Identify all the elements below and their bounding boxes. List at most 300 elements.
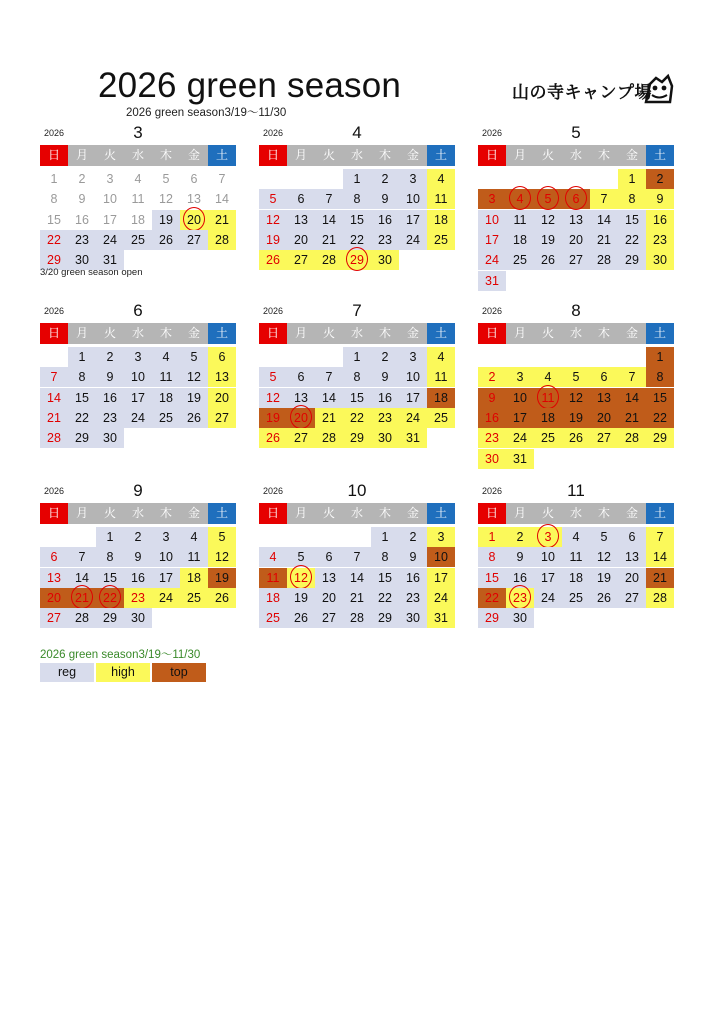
day-cell: 2 xyxy=(399,527,427,547)
day-cell: 20 xyxy=(562,230,590,250)
day-cell: 28 xyxy=(343,608,371,628)
day-cell: 10 xyxy=(399,367,427,387)
day-cell: 21 xyxy=(618,408,646,428)
day-cell: 15 xyxy=(618,210,646,230)
month-number: 5 xyxy=(571,123,581,142)
weekday-label: 日 xyxy=(40,323,68,344)
weekday-label: 土 xyxy=(427,503,455,524)
day-cell: 14 xyxy=(590,210,618,230)
weekday-label: 火 xyxy=(96,323,124,344)
day-cell: 26 xyxy=(534,250,562,270)
day-cell: 27 xyxy=(287,250,315,270)
weekday-label: 金 xyxy=(618,323,646,344)
weekday-label: 金 xyxy=(180,145,208,166)
day-cell: 15 xyxy=(343,388,371,408)
weekday-header xyxy=(40,145,236,166)
weekday-label: 木 xyxy=(590,145,618,166)
day-cell: 27 xyxy=(40,608,68,628)
day-cell: 7 xyxy=(218,172,226,186)
weekday-label: 水 xyxy=(124,323,152,344)
season-legend xyxy=(40,663,206,682)
day-cell: 31 xyxy=(399,428,427,448)
month-year: 2026 xyxy=(482,128,503,138)
day-cell: 3 xyxy=(106,172,114,186)
weekday-label: 水 xyxy=(562,145,590,166)
weekday-label: 水 xyxy=(343,323,371,344)
day-cell: 24 xyxy=(506,428,534,448)
holiday-circle xyxy=(537,524,559,548)
day-cell: 4 xyxy=(152,347,180,367)
day-cell: 3 xyxy=(152,527,180,547)
day-cell: 20 xyxy=(180,210,208,230)
day-cell: 6 xyxy=(208,347,236,367)
month-number: 6 xyxy=(133,301,143,320)
day-cell: 22 xyxy=(646,408,674,428)
campsite-logo xyxy=(508,72,678,106)
day-cell: 20 xyxy=(208,388,236,408)
day-cell: 18 xyxy=(534,408,562,428)
weekday-label: 木 xyxy=(371,323,399,344)
day-cell: 10 xyxy=(506,388,534,408)
day-cell: 23 xyxy=(399,588,427,608)
weekday-label: 日 xyxy=(259,323,287,344)
day-cell: 5 xyxy=(534,189,562,209)
day-cell: 27 xyxy=(562,250,590,270)
day-cell: 30 xyxy=(399,608,427,628)
day-cell: 8 xyxy=(478,547,506,567)
day-cell: 21 xyxy=(68,588,96,608)
weekday-label: 金 xyxy=(399,503,427,524)
day-cell: 26 xyxy=(152,230,180,250)
day-cell: 8 xyxy=(371,547,399,567)
weekday-header xyxy=(259,503,455,524)
day-cell: 6 xyxy=(590,367,618,387)
legend-reg: reg xyxy=(40,663,94,682)
day-cell: 10 xyxy=(427,547,455,567)
day-cell: 13 xyxy=(208,367,236,387)
weekday-label: 金 xyxy=(618,145,646,166)
day-cell: 15 xyxy=(96,568,124,588)
day-cell: 17 xyxy=(478,230,506,250)
day-cell: 22 xyxy=(478,588,506,608)
day-cell: 10 xyxy=(152,547,180,567)
day-cell: 22 xyxy=(68,408,96,428)
day-cell: 4 xyxy=(259,547,287,567)
day-cell: 23 xyxy=(506,588,534,608)
day-cell: 6 xyxy=(40,547,68,567)
day-cell: 4 xyxy=(506,189,534,209)
day-cell: 1 xyxy=(343,169,371,189)
day-cell: 23 xyxy=(371,230,399,250)
month-note: 3/20 green season open xyxy=(40,267,143,278)
day-cell: 17 xyxy=(427,568,455,588)
day-cell: 15 xyxy=(478,568,506,588)
day-cell: 1 xyxy=(96,527,124,547)
day-cell: 25 xyxy=(534,428,562,448)
day-cell: 2 xyxy=(371,347,399,367)
day-cell: 15 xyxy=(47,212,61,227)
weekday-label: 日 xyxy=(259,145,287,166)
day-cell: 16 xyxy=(371,210,399,230)
day-cell: 19 xyxy=(208,568,236,588)
weekday-label: 月 xyxy=(68,145,96,166)
day-cell: 11 xyxy=(131,192,145,207)
day-cell: 3 xyxy=(506,367,534,387)
weekday-label: 火 xyxy=(315,323,343,344)
day-cell: 25 xyxy=(562,588,590,608)
day-cell: 3 xyxy=(478,189,506,209)
holiday-circle xyxy=(183,207,205,231)
day-cell: 9 xyxy=(506,547,534,567)
day-cell: 29 xyxy=(343,428,371,448)
day-cell: 16 xyxy=(399,568,427,588)
day-cell: 9 xyxy=(371,367,399,387)
day-cell: 1 xyxy=(478,527,506,547)
day-cell: 26 xyxy=(259,250,287,270)
month-10 xyxy=(259,481,455,645)
day-cell: 13 xyxy=(187,192,201,207)
weekday-label: 木 xyxy=(371,503,399,524)
day-cell: 27 xyxy=(180,230,208,250)
day-cell: 11 xyxy=(259,568,287,588)
weekday-label: 火 xyxy=(315,503,343,524)
day-cell: 12 xyxy=(208,547,236,567)
day-cell: 17 xyxy=(103,212,117,227)
day-cell: 24 xyxy=(152,588,180,608)
day-cell: 9 xyxy=(96,367,124,387)
holiday-circle xyxy=(565,186,587,210)
day-cell: 2 xyxy=(371,169,399,189)
day-cell: 3 xyxy=(427,527,455,547)
day-cell: 23 xyxy=(96,408,124,428)
day-cell: 26 xyxy=(208,588,236,608)
day-cell: 27 xyxy=(287,428,315,448)
day-cell: 29 xyxy=(96,608,124,628)
weekday-label: 月 xyxy=(506,323,534,344)
day-cell: 29 xyxy=(343,250,371,270)
day-cell: 5 xyxy=(259,189,287,209)
weekday-label: 土 xyxy=(208,323,236,344)
day-cell: 1 xyxy=(646,347,674,367)
day-cell: 24 xyxy=(399,408,427,428)
day-cell: 21 xyxy=(646,568,674,588)
weekday-label: 土 xyxy=(646,323,674,344)
day-cell: 13 xyxy=(315,568,343,588)
day-cell: 31 xyxy=(96,250,124,270)
day-cell: 7 xyxy=(315,189,343,209)
day-cell: 18 xyxy=(562,568,590,588)
holiday-circle xyxy=(537,186,559,210)
day-cell: 4 xyxy=(134,172,142,186)
weekday-label: 月 xyxy=(506,145,534,166)
day-cell: 17 xyxy=(399,210,427,230)
day-cell: 11 xyxy=(562,547,590,567)
day-cell: 30 xyxy=(96,428,124,448)
day-cell: 10 xyxy=(399,189,427,209)
day-cell: 19 xyxy=(259,230,287,250)
day-cell: 6 xyxy=(190,172,198,186)
day-cell: 13 xyxy=(562,210,590,230)
day-cell: 22 xyxy=(40,230,68,250)
day-cell: 22 xyxy=(618,230,646,250)
logo-text: 山の寺キャンプ場 xyxy=(512,83,652,102)
day-cell: 14 xyxy=(618,388,646,408)
day-cell: 5 xyxy=(180,347,208,367)
weekday-label: 火 xyxy=(96,145,124,166)
day-cell: 18 xyxy=(131,212,145,227)
day-cell: 19 xyxy=(590,568,618,588)
day-cell: 30 xyxy=(68,250,96,270)
day-cell: 24 xyxy=(534,588,562,608)
day-cell: 4 xyxy=(427,347,455,367)
day-cell: 10 xyxy=(124,367,152,387)
day-cell: 25 xyxy=(124,230,152,250)
day-cell: 14 xyxy=(315,210,343,230)
day-cell: 19 xyxy=(287,588,315,608)
holiday-circle xyxy=(509,585,531,609)
day-cell: 15 xyxy=(646,388,674,408)
day-cell: 6 xyxy=(315,547,343,567)
month-year: 2026 xyxy=(44,486,65,496)
weekday-label: 水 xyxy=(562,503,590,524)
day-cell: 15 xyxy=(68,388,96,408)
weekday-header xyxy=(259,323,455,344)
page-subtitle: 2026 green season3/19～11/30 xyxy=(126,107,287,119)
day-cell: 29 xyxy=(646,428,674,448)
day-cell: 21 xyxy=(590,230,618,250)
month-7 xyxy=(259,301,455,465)
day-cell: 10 xyxy=(534,547,562,567)
day-cell: 9 xyxy=(78,192,86,207)
day-cell: 11 xyxy=(427,189,455,209)
page-title: 2026 green season xyxy=(98,66,402,105)
day-cell: 4 xyxy=(562,527,590,547)
day-cell: 28 xyxy=(315,428,343,448)
day-cell: 18 xyxy=(152,388,180,408)
day-cell: 7 xyxy=(40,367,68,387)
day-cell: 29 xyxy=(68,428,96,448)
day-cell: 8 xyxy=(96,547,124,567)
day-cell: 22 xyxy=(371,588,399,608)
day-cell: 12 xyxy=(159,192,173,207)
holiday-circle xyxy=(99,585,121,609)
weekday-label: 木 xyxy=(590,323,618,344)
day-cell: 28 xyxy=(208,230,236,250)
weekday-header xyxy=(259,145,455,166)
mascot-icon xyxy=(642,72,676,106)
day-cell: 10 xyxy=(103,192,117,207)
month-number: 4 xyxy=(352,123,362,142)
day-cell: 18 xyxy=(259,588,287,608)
day-cell: 25 xyxy=(427,230,455,250)
day-cell: 19 xyxy=(180,388,208,408)
day-cell: 12 xyxy=(562,388,590,408)
day-cell: 21 xyxy=(315,408,343,428)
day-cell: 17 xyxy=(506,408,534,428)
day-cell: 2 xyxy=(646,169,674,189)
day-cell: 3 xyxy=(399,169,427,189)
weekday-label: 火 xyxy=(534,323,562,344)
weekday-header xyxy=(40,323,236,344)
day-cell: 30 xyxy=(646,250,674,270)
day-cell: 26 xyxy=(590,588,618,608)
day-cell: 17 xyxy=(399,388,427,408)
day-cell: 11 xyxy=(427,367,455,387)
month-4 xyxy=(259,123,455,287)
day-cell: 19 xyxy=(534,230,562,250)
weekday-label: 木 xyxy=(152,145,180,166)
day-cell: 25 xyxy=(427,408,455,428)
weekday-label: 土 xyxy=(646,145,674,166)
day-cell: 21 xyxy=(315,230,343,250)
month-year: 2026 xyxy=(482,486,503,496)
legend-high: high xyxy=(96,663,150,682)
day-cell: 12 xyxy=(180,367,208,387)
weekday-label: 土 xyxy=(646,503,674,524)
weekday-label: 水 xyxy=(124,503,152,524)
day-cell: 23 xyxy=(124,588,152,608)
day-cell: 11 xyxy=(152,367,180,387)
day-cell: 6 xyxy=(562,189,590,209)
weekday-label: 金 xyxy=(399,145,427,166)
day-cell: 16 xyxy=(371,388,399,408)
holiday-circle xyxy=(290,405,312,429)
day-cell: 24 xyxy=(399,230,427,250)
day-cell: 28 xyxy=(40,428,68,448)
weekday-label: 水 xyxy=(124,145,152,166)
day-cell: 13 xyxy=(40,568,68,588)
month-number: 3 xyxy=(133,123,143,142)
day-cell: 14 xyxy=(40,388,68,408)
day-cell: 24 xyxy=(124,408,152,428)
day-cell: 27 xyxy=(208,408,236,428)
day-cell: 10 xyxy=(478,210,506,230)
day-cell: 13 xyxy=(287,388,315,408)
day-cell: 30 xyxy=(371,250,399,270)
weekday-label: 土 xyxy=(427,145,455,166)
day-cell: 7 xyxy=(590,189,618,209)
weekday-label: 月 xyxy=(287,145,315,166)
day-cell: 1 xyxy=(343,347,371,367)
day-cell: 5 xyxy=(259,367,287,387)
day-cell: 20 xyxy=(287,408,315,428)
day-cell: 7 xyxy=(68,547,96,567)
day-cell: 13 xyxy=(590,388,618,408)
day-cell: 9 xyxy=(124,547,152,567)
weekday-label: 日 xyxy=(478,323,506,344)
day-cell: 20 xyxy=(315,588,343,608)
day-cell: 16 xyxy=(96,388,124,408)
day-cell: 29 xyxy=(478,608,506,628)
holiday-circle xyxy=(509,186,531,210)
day-cell: 15 xyxy=(371,568,399,588)
day-cell: 18 xyxy=(180,568,208,588)
weekday-label: 日 xyxy=(478,503,506,524)
day-cell: 13 xyxy=(287,210,315,230)
day-cell: 30 xyxy=(371,428,399,448)
day-cell: 8 xyxy=(68,367,96,387)
day-cell: 5 xyxy=(162,172,170,186)
day-cell: 28 xyxy=(315,250,343,270)
day-cell: 9 xyxy=(371,189,399,209)
day-cell: 30 xyxy=(124,608,152,628)
legend-top: top xyxy=(152,663,206,682)
day-cell: 27 xyxy=(315,608,343,628)
day-cell: 5 xyxy=(590,527,618,547)
day-cell: 26 xyxy=(259,428,287,448)
holiday-circle xyxy=(290,565,312,589)
weekday-label: 土 xyxy=(427,323,455,344)
day-cell: 29 xyxy=(40,250,68,270)
day-cell: 28 xyxy=(590,250,618,270)
weekday-label: 月 xyxy=(287,323,315,344)
day-cell: 1 xyxy=(618,169,646,189)
weekday-header xyxy=(478,503,674,524)
day-cell: 14 xyxy=(315,388,343,408)
day-cell: 25 xyxy=(180,588,208,608)
day-cell: 14 xyxy=(215,192,229,207)
day-cell: 24 xyxy=(478,250,506,270)
day-cell: 28 xyxy=(646,588,674,608)
day-cell: 25 xyxy=(152,408,180,428)
day-cell: 7 xyxy=(646,527,674,547)
weekday-label: 火 xyxy=(315,145,343,166)
day-cell: 2 xyxy=(506,527,534,547)
weekday-header xyxy=(40,503,236,524)
day-cell: 30 xyxy=(478,449,506,469)
month-number: 8 xyxy=(571,301,581,320)
day-cell: 29 xyxy=(618,250,646,270)
weekday-label: 金 xyxy=(180,503,208,524)
day-cell: 13 xyxy=(618,547,646,567)
day-cell: 15 xyxy=(343,210,371,230)
month-11 xyxy=(478,481,674,645)
day-cell: 4 xyxy=(534,367,562,387)
day-cell: 14 xyxy=(68,568,96,588)
day-cell: 3 xyxy=(124,347,152,367)
day-cell: 3 xyxy=(534,527,562,547)
day-cell: 8 xyxy=(343,367,371,387)
day-cell: 2 xyxy=(96,347,124,367)
day-cell: 18 xyxy=(427,210,455,230)
day-cell: 16 xyxy=(124,568,152,588)
day-cell: 25 xyxy=(259,608,287,628)
day-cell: 23 xyxy=(478,428,506,448)
day-cell: 16 xyxy=(75,212,89,227)
weekday-label: 金 xyxy=(180,323,208,344)
day-cell: 14 xyxy=(343,568,371,588)
day-cell: 16 xyxy=(478,408,506,428)
weekday-label: 土 xyxy=(208,503,236,524)
month-year: 2026 xyxy=(263,486,284,496)
month-year: 2026 xyxy=(263,306,284,316)
day-cell: 16 xyxy=(506,568,534,588)
day-cell: 23 xyxy=(68,230,96,250)
day-cell: 8 xyxy=(618,189,646,209)
day-cell: 23 xyxy=(646,230,674,250)
weekday-label: 木 xyxy=(371,145,399,166)
month-year: 2026 xyxy=(482,306,503,316)
day-cell: 12 xyxy=(259,210,287,230)
day-cell: 22 xyxy=(96,588,124,608)
day-cell: 17 xyxy=(152,568,180,588)
weekday-label: 日 xyxy=(40,503,68,524)
day-cell: 12 xyxy=(534,210,562,230)
day-cell: 8 xyxy=(646,367,674,387)
weekday-label: 土 xyxy=(208,145,236,166)
month-9 xyxy=(40,481,236,645)
month-number: 11 xyxy=(567,481,585,500)
